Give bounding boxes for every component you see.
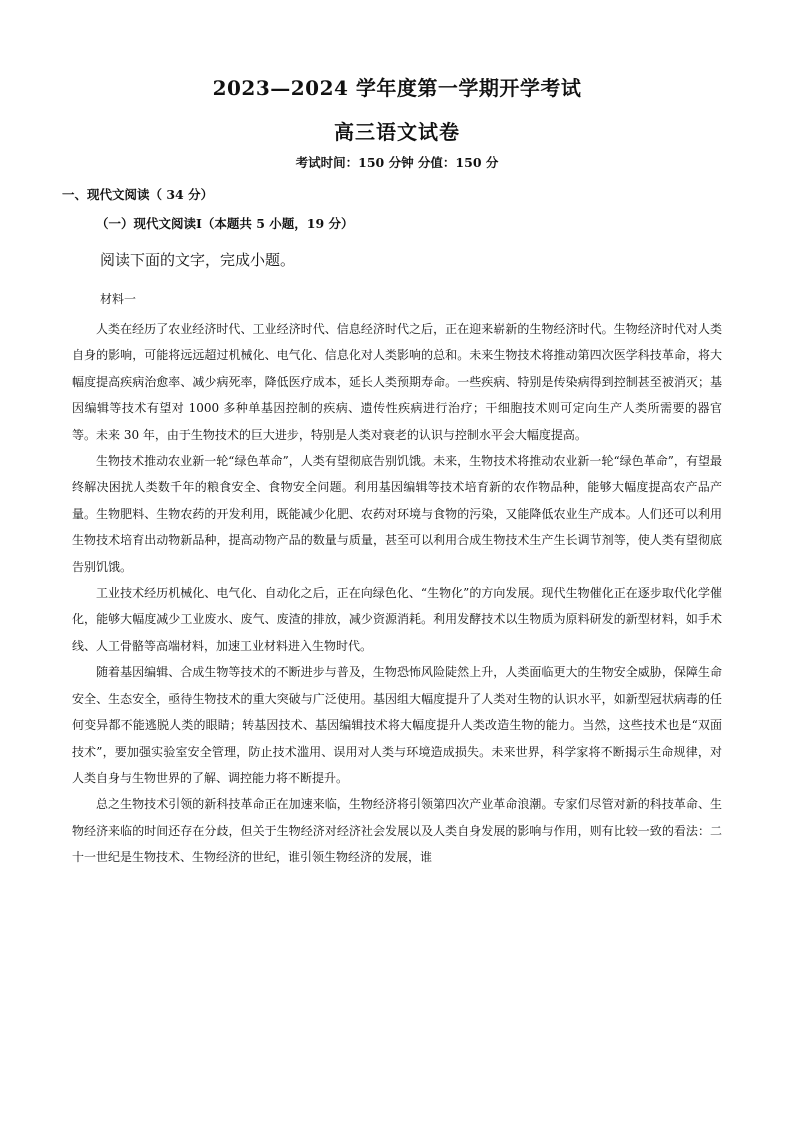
passage-body [72, 316, 722, 871]
exam-subtitle: 高三语文试卷 [334, 120, 460, 144]
reading-instruction: 阅读下面的文字，完成小题。 [100, 251, 296, 269]
subsection-heading: （一）现代文阅读Ⅰ（本题共 5 小题，19 分） [96, 216, 354, 231]
exam-meta: 考试时间：150 分钟 分值：150 分 [295, 155, 499, 170]
section-heading: 一、现代文阅读（ 34 分） [62, 187, 214, 202]
passage-paragraph: 工业技术经历机械化、电气化、自动化之后，正在向绿色化、“生物化”的方向发展。现代生物催化正在逐步取代化学催化，能够大幅度减少工业废水、废气、废渣的排放，减少资源消耗。利用发酵技术以生物质为原料研发的新型材料，如手术线、人工骨骼等高端材料，加速工业材料进入生物时代。 [72, 586, 722, 653]
passage-paragraph: 人类在经历了农业经济时代、工业经济时代、信息经济时代之后，正在迎来崭新的生物经济时代。生物经济时代对人类自身的影响，可能将远远超过机械化、电气化、信息化对人类影响的总和。未来生物技术将推动第四次医学科技革命，将大幅度提高疾病治愈率、减少病死率，降低医疗成本，延长人类预期寿命。一些疾病、特别是传染病得到控制甚至被消灭；基因编辑等技术有望对 1000 多种单基因控制的疾病、遗传性疾病进行治疗；干细胞技术则可定向生产人类所需要的器官等。未来 30 年，由于生物技术的巨大进步，特别是人类对衰老的认识与控制水平会大幅度提高。 [72, 322, 722, 442]
passage-paragraph: 生物技术推动农业新一轮“绿色革命”，人类有望彻底告别饥饿。未来，生物技术将推动农业新一轮“绿色革命”，有望最终解决困扰人类数千年的粮食安全、食物安全问题。利用基因编辑等技术培育新的农作物品种，能够大幅度提高农产品产量。生物肥料、生物农药的开发利用，既能减少化肥、农药对环境与食物的污染，又能降低农业生产成本。人们还可以利用生物技术培育出动物新品种，提高动物产品的数量与质量，甚至可以利用合成生物技术生产生长调节剂等，使人类有望彻底告别饥饿。 [72, 454, 722, 574]
exam-title: 2023—2024 学年度第一学期开学考试 [212, 76, 582, 100]
passage-paragraph: 总之生物技术引领的新科技革命正在加速来临，生物经济将引领第四次产业革命浪潮。专家们尽管对新的科技革命、生物经济来临的时间还存在分歧，但关于生物经济对经济社会发展以及人类自身发展的影响与作用，则有比较一致的看法：二十一世纪是生物技术、生物经济的世纪，谁引领生物经济的发展，谁 [72, 797, 722, 865]
material-label: 材料一 [100, 292, 137, 306]
passage-paragraph: 随着基因编辑、合成生物等技术的不断进步与普及，生物恐怖风险陡然上升，人类面临更大的生物安全威胁，保障生命安全、生态安全，亟待生物技术的重大突破与广泛使用。基因组大幅度提升了人类对生物的认识水平，如新型冠状病毒的任何变异都不能逃脱人类的眼睛；转基因技术、基因编辑技术将大幅度提升人类改造生物的能力。当然，这些技术也是“双面技术”，要加强实验室安全管理，防止技术滥用、误用对人类与环境造成损失。未来世界，科学家将不断揭示生命规律，对人类自身与生物世界的了解、调控能力将不断提升。 [72, 665, 722, 785]
